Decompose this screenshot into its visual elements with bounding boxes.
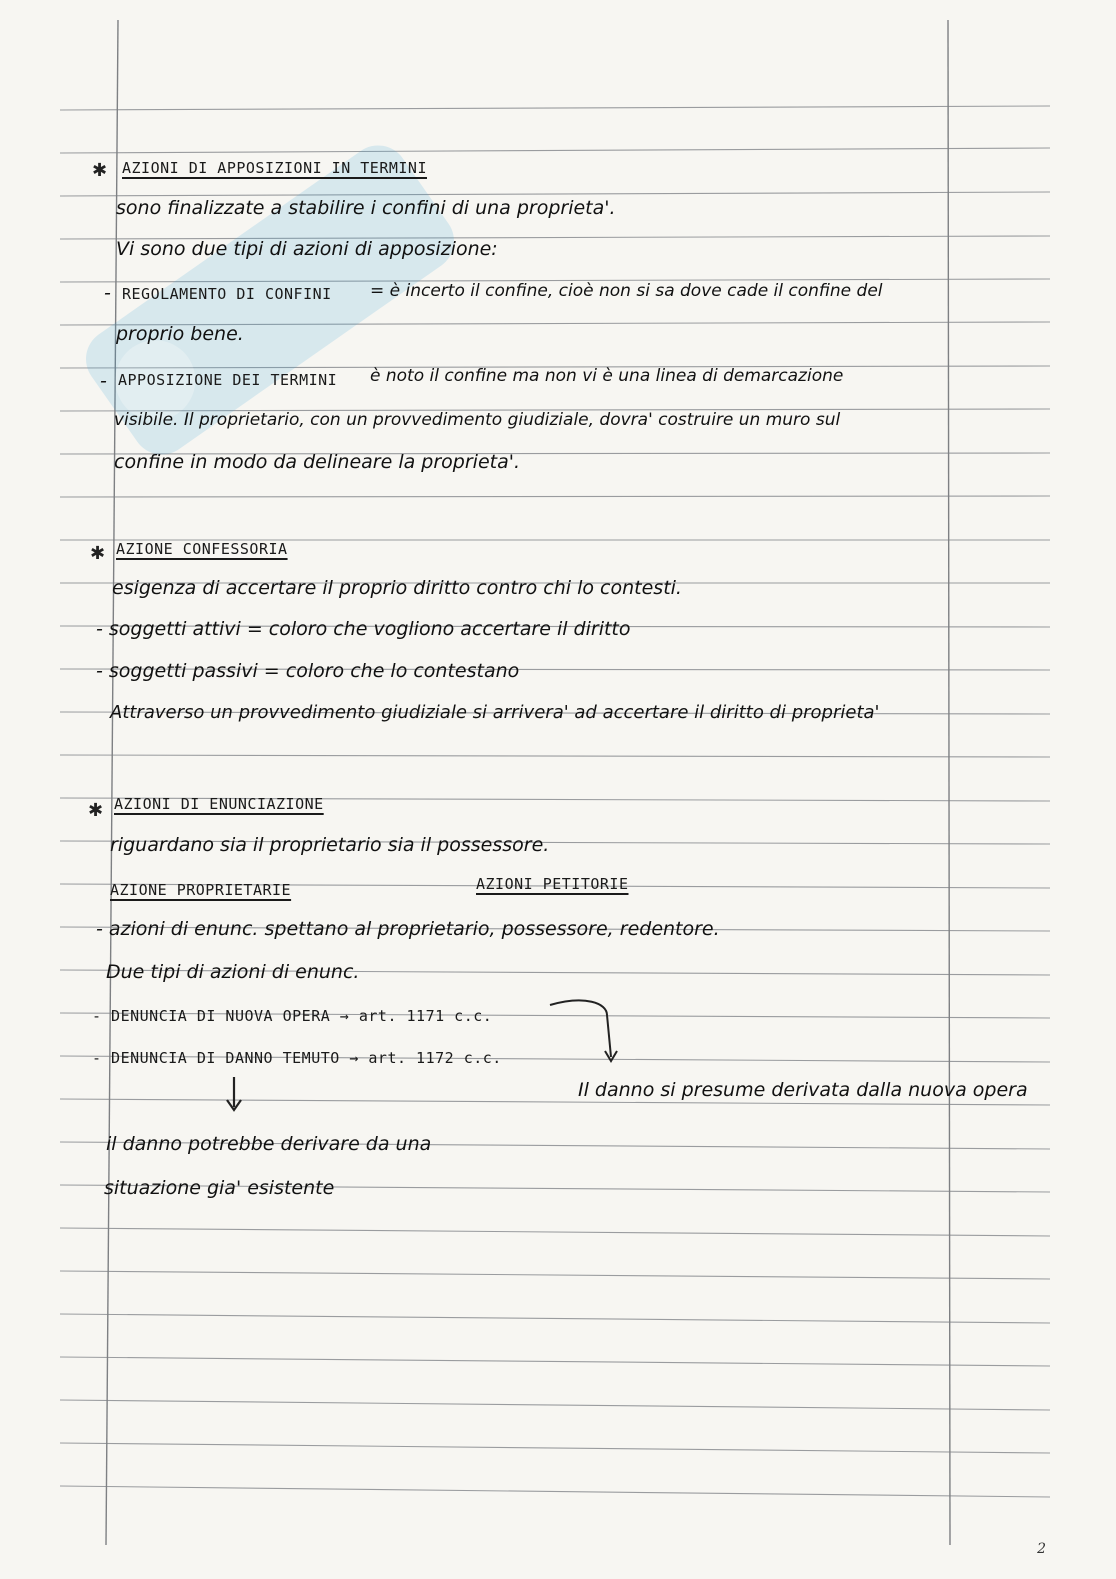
text-line: è noto il confine ma non vi è una linea di demarcazione [370, 366, 844, 386]
section-title-1: AZIONI DI APPOSIZIONI IN TERMINI [122, 159, 427, 177]
text-line: - azioni di enunc. spettano al proprietario, possessore, redentore. [96, 918, 720, 940]
text-line: - DENUNCIA DI NUOVA OPERA → art. 1171 c.c. [92, 1007, 493, 1025]
text-line: - DENUNCIA DI DANNO TEMUTO → art. 1172 c.c. [92, 1049, 502, 1067]
page-number: 2 [1037, 1541, 1046, 1557]
text-line: Due tipi di azioni di enunc. [106, 961, 360, 983]
section-title-2: AZIONE CONFESSORIA [116, 540, 288, 558]
text-line: sono finalizzate a stabilire i confini di una proprieta'. [116, 197, 616, 219]
text-line: - soggetti attivi = coloro che vogliono accertare il diritto [96, 618, 631, 640]
dash: - [104, 282, 111, 304]
text-line: confine in modo da delineare la proprieta'. [114, 451, 520, 473]
bullet-star: ✱ [90, 543, 106, 564]
bullet-star: ✱ [88, 800, 104, 821]
text-line: AZIONI PETITORIE [476, 875, 629, 893]
down-arrow [222, 1075, 246, 1115]
item-label: REGOLAMENTO DI CONFINI [122, 285, 332, 303]
text-line: proprio bene. [116, 323, 244, 345]
text-line: Attraverso un provvedimento giudiziale si arrivera' ad accertare il diritto di proprieta' [110, 702, 880, 723]
bracket-arrow [545, 995, 625, 1070]
text-line: il danno potrebbe derivare da una [106, 1133, 432, 1155]
text-line: Vi sono due tipi di azioni di apposizione: [116, 238, 498, 260]
text-line: Il danno si presume derivata dalla nuova opera [578, 1079, 1028, 1101]
bullet-star: ✱ [92, 160, 108, 181]
text-line: situazione gia' esistente [104, 1177, 335, 1199]
text-line: AZIONE PROPRIETARIE [110, 881, 292, 899]
text-line: riguardano sia il proprietario sia il possessore. [110, 834, 550, 856]
text-line: esigenza di accertare il proprio diritto contro chi lo contesti. [112, 577, 682, 599]
text-line: - soggetti passivi = coloro che lo contestano [96, 660, 520, 682]
text-line: = è incerto il confine, cioè non si sa dove cade il confine del [370, 281, 883, 301]
text-line: visibile. Il proprietario, con un provvedimento giudiziale, dovra' costruire un muro sul [114, 410, 841, 430]
section-title-3: AZIONI DI ENUNCIAZIONE [114, 795, 324, 813]
item-label: APPOSIZIONE DEI TERMINI [118, 371, 338, 389]
dash: - [100, 370, 107, 392]
